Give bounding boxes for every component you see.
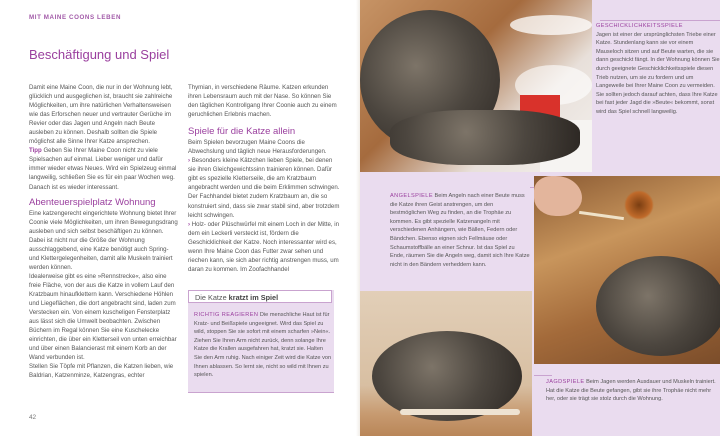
- photo-cat-feather-wand: [534, 176, 720, 364]
- tip-text: Geben Sie Ihrer Maine Coon nicht zu viele Spielsachen auf einmal. Lieber weniger und dafür immer wieder etwas Neues. Wird ein Spielzeug einmal langweilig, schließen Sie es für ein paar Wochen weg. Danach ist es wieder interessant.: [29, 147, 177, 191]
- bullet-arrow-icon: ›: [188, 220, 191, 228]
- photo-cat-lying: [360, 291, 532, 436]
- paragraph: Beim Spielen bevorzugen Maine Coons die Abwechslung und täglich neue Herausforderungen.: [188, 139, 327, 156]
- tip-label: Tipp: [29, 147, 42, 155]
- sidebar-jagdspiele: [546, 378, 716, 404]
- divider: [600, 20, 720, 21]
- sidebar-text: Beim Jagen werden Ausdauer und Muskeln trainiert. Hat die Katze die Beute gefangen, gibt sie ihre Trophäe nicht mehr her, oder sie trägt sie stolz durch die Wohnung.: [546, 379, 716, 403]
- infobox-body: RICHTIG REAGIEREN Die menschliche Haut ist für Kratz- und Beißspiele ungeeignet. Wird das Spiel zu wild, stoppen Sie sie sofort mit einem scharfen »Nein«. Ziehen Sie Ihren Arm nicht zurück, denn solange Ihre Katze die Krallen ausgefahren hat, kratzt sie. Halten Sie den Arm ruhig. Nach einiger Zeit wird die Katze von Ihnen ablassen. So lernt sie, nicht so wild mit Ihnen zu spielen.: [194, 312, 332, 379]
- subheading-spiele-allein: Spiele für die Katze allein: [188, 126, 296, 138]
- tip-paragraph: [29, 146, 179, 191]
- divider: [534, 375, 552, 376]
- sidebar-label: ANGELSPIELE: [390, 193, 433, 199]
- paragraph: Stellen Sie Töpfe mit Pflanzen, die Katzen lieben, wie Baldrian, Katzenminze, Katzengras, echter: [29, 363, 174, 380]
- text-column-2: [188, 83, 340, 274]
- sidebar-text: Jagen ist einer der ursprünglichsten Triebe einer Katze. Stundenlang kann sie vor einem Mauseloch sitzen und auf Beute warten, die sie dann geschickt fängt. In der Wohnung können Sie durch geeignete Geschicklichkeitsspiele diesen Trieb nutzen, um sie zu fordern und um Langeweile bei Ihrer Maine Coon zu vermeiden. Sie sollten jedoch darauf achten, dass Ihre Katze bei fast jeder Jagd die »Beute« bekommt, sonst wird das Spiel schnell langweilig.: [596, 31, 720, 115]
- bullet-item: › Holz- oder Plüschwürfel mit einem Loch in der Mitte, in dem ein Leckerli versteckt ist, fördern die Geschicklichkeit der Katze. Noch interessanter wird es, wenn Ihre Maine Coon das Futter zwar sehen und riechen kann, sie sich aber richtig anstrengen muss, um daran zu kommen. Im Zoofachhandel: [188, 220, 340, 273]
- paragraph: Eine katzengerecht eingerichtete Wohnung bietet Ihrer Coonie viele Möglichkeiten, um ihren Bewegungsdrang ausleben und sich selbst beschäftigen zu können. Dabei ist nicht nur die Größe der Wohnung ausschlaggebend, eine Katze benötigt auch Spring- und Klettergelegenheiten, damit alle Muskeln trainiert werden können.: [29, 209, 178, 271]
- running-head: MIT MAINE COONS LEBEN: [29, 14, 122, 21]
- infobox-heading: Die Katze kratzt im Spiel: [188, 290, 332, 303]
- text-column-1: [29, 83, 179, 380]
- bullet-arrow-icon: ›: [188, 157, 191, 165]
- photo-cat-treat-toy: [360, 0, 592, 172]
- bullet-item: › Besonders kleine Kätzchen lieben Spiele, bei denen sie ihren Gleichgewichtssinn trainieren können. Dafür gibt es spezielle Kletterseile, die am Kratzbaum angebracht werden und die beim Erklimmen schwingen. Der Fachhandel bietet zudem Kratzbaum an, die so konstruiert sind, dass sie zwar stabil sind, aber trotzdem leicht schwingen.: [188, 157, 340, 219]
- paragraph: Idealerweise gibt es eine »Rennstrecke«, also eine freie Fläche, von der aus die Katze in vollem Lauf den Kratzbaum hinaufklettern kann. Verschiedene Höhlen und Liegeflächen, die dort angebracht sind, laden zum Verstecken ein. Von einem kuscheligen Fensterplatz aus lässt sich die Umwelt beobachten. Zwischen Büchern im Regal können Sie eine Kuschelecke einrichten, die über ein Kletterseil von unten erreichbar und über einen Balancierast mit einem Korb an der Wand verbunden ist.: [29, 272, 177, 362]
- intro-paragraph: Damit eine Maine Coon, die nur in der Wohnung lebt, glücklich und ausgeglichen ist, braucht sie zahlreiche Möglichkeiten, um ihre natürlichen Verhaltensweisen wie das Erforschen neuer und vertrauter Gerüche im Revier oder das Jagen und Angeln nach Beute ausleben zu können. Deshalb sollten die Spiele möglichst alle Sinne Ihrer Katze ansprechen.: [29, 84, 173, 146]
- subheading-abenteuer: Abenteuerspielplatz Wohnung: [29, 196, 156, 208]
- sidebar-text: Beim Angeln nach einer Beute muss die Katze ihren Geist anstrengen, um den bestmöglichen Weg zu finden, an die Trophäe zu kommen. Es gibt spezielle Katzenangeln mit verschiedenen Anhängern, wie Bällen, Federn oder Bändchen. Ebenso eignen sich Fellmäuse oder Schaumstoffbälle an einer Schnur. Ist das Spiel zu Ende, räumen Sie die Angeln weg, damit sich Ihre Katze nicht in den Bändern verheddern kann.: [390, 193, 530, 268]
- paragraph: Thymian, in verschiedene Räume. Katzen erkunden ihren Lebensraum auch mit der Nase. So können Sie den täglichen Kontrollgang Ihrer Coonie auch zu einem geruchlichen Erlebnis machen.: [188, 84, 337, 119]
- infobox-label: RICHTIG REAGIEREN: [194, 312, 259, 318]
- sidebar-angelspiele: [390, 192, 530, 269]
- sidebar-label: JAGDSPIELE: [546, 379, 585, 385]
- sidebar-geschicklichkeitsspiele: [596, 22, 720, 117]
- page-number: 42: [29, 414, 37, 421]
- page-title: Beschäftigung und Spiel: [29, 47, 170, 62]
- sidebar-label: GESCHICKLICHKEITSSPIELE: [596, 23, 683, 29]
